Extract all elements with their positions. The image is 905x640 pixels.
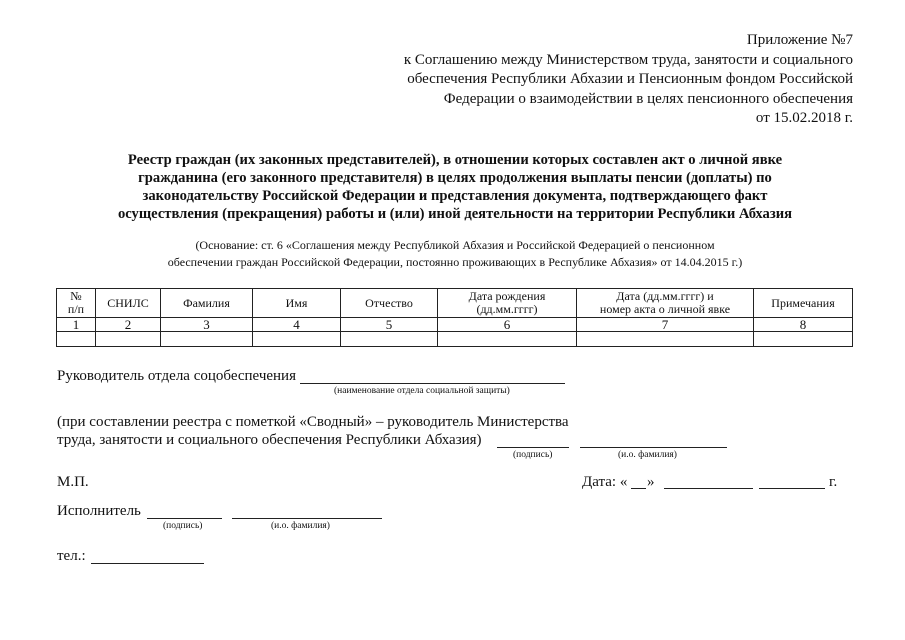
header-birthdate: Дата рождения (дд.мм.гггг) [438, 289, 577, 318]
title-line: гражданина (его законного представителя) в целях продолжения выплаты пенсии (доплаты) по [138, 170, 772, 186]
table-row [57, 332, 853, 347]
header-notes: Примечания [754, 289, 853, 318]
executor-signature-caption: (подпись) [163, 521, 203, 531]
table-header-row [57, 289, 853, 318]
column-number: 7 [577, 318, 754, 332]
signature-line [497, 447, 569, 448]
consolidated-line1: (при составлении реестра с пометкой «Сводный» – руководитель Министерства [57, 414, 569, 430]
name-line [580, 447, 727, 448]
executor-name-line [232, 518, 382, 519]
basis-line: (Основание: ст. 6 «Соглашения между Республикой Абхазия и Российской Федерацией о пенсионном [195, 238, 715, 252]
header-name: Имя [253, 289, 341, 318]
table-cell [57, 332, 96, 347]
appendix-header [404, 31, 853, 129]
table-row [57, 318, 853, 332]
legal-basis [60, 237, 850, 271]
table-cell [253, 332, 341, 347]
executor-name-caption: (и.о. фамилия) [271, 521, 330, 531]
phone-label: тел.: [57, 548, 86, 564]
header-patronymic: Отчество [341, 289, 438, 318]
appendix-line: обеспечения Республики Абхазии и Пенсионным фондом Российской [407, 71, 853, 87]
executor-label: Исполнитель [57, 503, 141, 519]
date-year-line [759, 488, 825, 489]
head-label: Руководитель отдела соцобеспечения [57, 368, 296, 384]
table-cell [161, 332, 253, 347]
phone-line [91, 563, 204, 564]
date-year-suffix: г. [829, 474, 838, 490]
table-cell [96, 332, 161, 347]
date-label: Дата: « [582, 474, 628, 490]
consolidated-line2: труда, занятости и социального обеспечения Республики Абхазия) [57, 432, 482, 448]
title-line: осуществления (прекращения) работы и (или) иной деятельности на территории Республики Абхазия [117, 206, 793, 222]
table-cell [754, 332, 853, 347]
document-title [60, 151, 850, 223]
header-act: Дата (дд.мм.гггг) и номер акта о личной явке [577, 289, 754, 318]
date-day-line [631, 488, 646, 489]
title-line: Реестр граждан (их законных представителей), в отношении которых составлен акт о личной явке [127, 152, 783, 168]
column-number: 4 [253, 318, 341, 332]
registry-table [56, 288, 853, 347]
column-number: 2 [96, 318, 161, 332]
signature-caption: (подпись) [513, 450, 553, 460]
column-number: 6 [438, 318, 577, 332]
head-blank-line [300, 383, 565, 384]
table-cell [577, 332, 754, 347]
date-quote: » [647, 474, 655, 490]
executor-signature-line [147, 518, 222, 519]
appendix-line: к Соглашению между Министерством труда, занятости и социального [403, 51, 853, 68]
table-cell [438, 332, 577, 347]
column-number: 8 [754, 318, 853, 332]
appendix-date: от 15.02.2018 г. [755, 110, 853, 126]
basis-line: обеспечении граждан Российской Федерации, постоянно проживающих в Республике Абхазия» от 14.04.2015 г.) [167, 255, 743, 269]
name-caption: (и.о. фамилия) [618, 450, 677, 460]
column-number: 3 [161, 318, 253, 332]
title-line: законодательству Российской Федерации и представления документа, подтверждающего факт [142, 188, 768, 204]
appendix-title: Приложение №7 [746, 32, 853, 48]
stamp-label: М.П. [57, 474, 89, 490]
header-snils: СНИЛС [96, 289, 161, 318]
header-surname: Фамилия [161, 289, 253, 318]
date-month-line [664, 488, 753, 489]
column-number: 1 [57, 318, 96, 332]
table-cell [341, 332, 438, 347]
header-number: № п/п [57, 289, 96, 318]
head-caption: (наименование отдела социальной защиты) [334, 386, 510, 396]
column-number: 5 [341, 318, 438, 332]
appendix-line: Федерации о взаимодействии в целях пенсионного обеспечения [443, 90, 853, 107]
